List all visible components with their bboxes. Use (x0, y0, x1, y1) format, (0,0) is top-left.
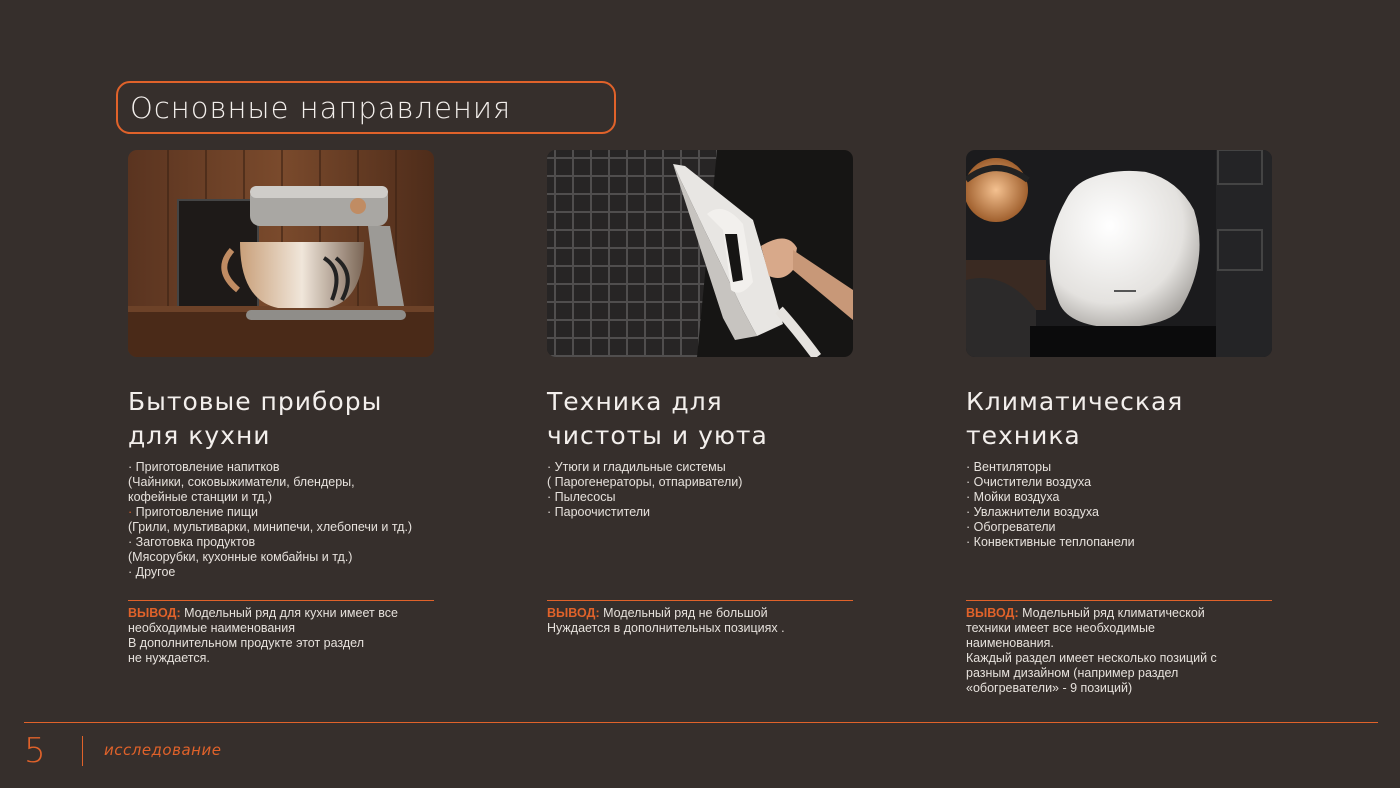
steam-iron-photo-icon (547, 150, 853, 357)
bullet-list-cleaning (547, 460, 887, 520)
divider (547, 600, 853, 601)
bullet-list-kitchen (128, 460, 468, 580)
list-item: · Пылесосы (547, 490, 616, 504)
list-item: (Чайники, соковыжиматели, блендеры, (128, 475, 355, 489)
category-title-line: техника (966, 421, 1081, 450)
category-title-line: Бытовые приборы (128, 387, 383, 416)
list-item: · Приготовление напитков (128, 460, 280, 474)
list-item: · Обогреватели (966, 520, 1056, 534)
category-title-cleaning (547, 385, 867, 453)
kitchen-mixer-image (128, 150, 434, 357)
list-item: (Грили, мультиварки, минипечи, хлебопечи и тд.) (128, 520, 413, 534)
conclusion-cleaning: ВЫВОД: Модельный ряд не большой Нуждается в дополнительных позициях . (547, 606, 785, 635)
category-title-line: для кухни (128, 421, 271, 450)
section-label: исследование (104, 741, 222, 759)
category-title-kitchen (128, 385, 448, 453)
conclusion-climate: ВЫВОД: Модельный ряд климатической техники имеет все необходимые наименования. Каждый раздел имеет несколько позиций с разным дизайном (например раздел «обогреватели» - 9 позиций) (966, 606, 1217, 695)
list-item: · Очистители воздуха (966, 475, 1092, 489)
list-item: · Увлажнители воздуха (966, 505, 1099, 519)
conclusion-label: ВЫВОД: (966, 606, 1019, 620)
steam-iron-image (547, 150, 853, 357)
category-title-climate (966, 385, 1286, 453)
category-title-line: чистоты и уюта (547, 421, 768, 450)
list-item: · Утюги и гладильные системы (547, 460, 726, 474)
slide-title-box (116, 81, 616, 134)
list-item: · Вентиляторы (966, 460, 1052, 474)
conclusion-label: ВЫВОД: (547, 606, 600, 620)
humidifier-image (966, 150, 1272, 357)
bullet-list-climate (966, 460, 1306, 550)
slide-title: Основные направления (130, 90, 512, 125)
divider (128, 600, 434, 601)
page-number: 5 (24, 731, 46, 771)
divider (966, 600, 1272, 601)
list-item: · Заготовка продуктов (128, 535, 256, 549)
humidifier-photo-icon (966, 150, 1272, 357)
list-item: ( Парогенераторы, отпариватели) (547, 475, 743, 489)
list-item: · Приготовление пищи (128, 505, 259, 519)
category-title-line: Техника для (547, 387, 723, 416)
list-item: · Другое (128, 565, 176, 579)
list-item: · Мойки воздуха (966, 490, 1060, 504)
category-title-line: Климатическая (966, 387, 1184, 416)
list-item: кофейные станции и тд.) (128, 490, 273, 504)
footer-separator (82, 736, 83, 766)
conclusion-label: ВЫВОД: (128, 606, 181, 620)
list-item: · Конвективные теплопанели (966, 535, 1135, 549)
conclusion-kitchen: ВЫВОД: Модельный ряд для кухни имеет все необходимые наименования В дополнительном продукте этот раздел не нуждается. (128, 606, 398, 665)
footer-divider (24, 722, 1378, 723)
list-item: (Мясорубки, кухонные комбайны и тд.) (128, 550, 353, 564)
kitchen-mixer-photo-icon (128, 150, 434, 357)
list-item: · Пароочистители (547, 505, 651, 519)
